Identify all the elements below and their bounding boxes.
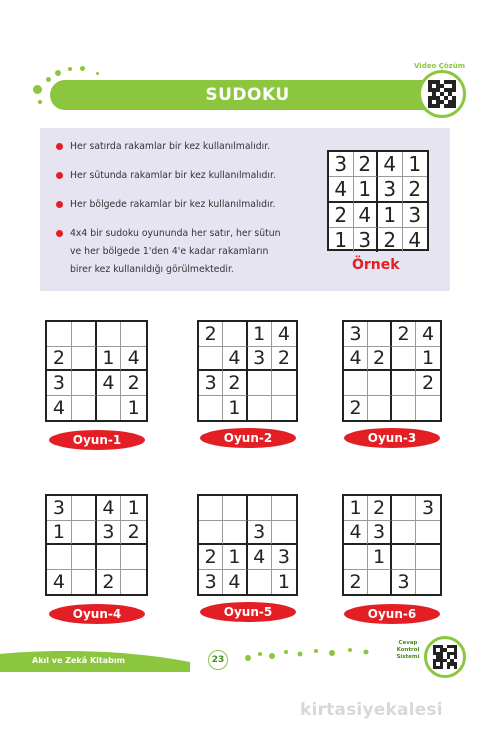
sudoku-cell[interactable] <box>416 521 440 546</box>
sudoku-cell[interactable] <box>344 545 368 570</box>
sudoku-cell[interactable]: 2 <box>344 396 368 421</box>
sudoku-cell[interactable]: 4 <box>248 545 272 570</box>
sudoku-cell[interactable] <box>199 347 223 372</box>
sudoku-cell[interactable]: 3 <box>199 371 223 396</box>
sudoku-cell[interactable] <box>272 496 296 521</box>
sudoku-cell[interactable]: 2 <box>368 496 392 521</box>
sudoku-cell[interactable] <box>416 396 440 421</box>
rule-text: Her satırda rakamlar bir kez kullanılmalıdır. <box>70 141 271 152</box>
sudoku-cell[interactable]: 1 <box>368 545 392 570</box>
sudoku-cell[interactable] <box>72 545 97 570</box>
rule-text: Her sütunda rakamlar bir kez kullanılmalıdır. <box>70 170 276 181</box>
sudoku-cell: 1 <box>354 177 379 203</box>
puzzle-label-1: Oyun-1 <box>49 430 145 450</box>
sudoku-cell[interactable]: 4 <box>223 347 247 372</box>
sudoku-cell[interactable]: 2 <box>392 322 416 347</box>
sudoku-cell[interactable] <box>416 545 440 570</box>
decorative-dot <box>80 66 85 71</box>
puzzle-label-4: Oyun-4 <box>49 604 145 624</box>
sudoku-cell[interactable]: 3 <box>416 496 440 521</box>
sudoku-cell[interactable] <box>72 347 97 372</box>
sudoku-cell[interactable]: 4 <box>223 570 247 595</box>
sudoku-cell[interactable] <box>72 496 97 521</box>
sudoku-cell[interactable] <box>97 396 122 421</box>
sudoku-cell: 2 <box>403 177 428 203</box>
sudoku-cell[interactable]: 2 <box>368 347 392 372</box>
sudoku-grid-6[interactable] <box>342 494 442 596</box>
sudoku-cell[interactable] <box>272 396 296 421</box>
sudoku-cell[interactable]: 3 <box>368 521 392 546</box>
sudoku-cell: 4 <box>354 203 379 228</box>
answer-system-label <box>388 640 428 661</box>
sudoku-cell[interactable]: 1 <box>121 496 146 521</box>
sudoku-cell: 1 <box>329 228 354 252</box>
sudoku-cell[interactable]: 2 <box>199 545 223 570</box>
decorative-dot <box>96 72 99 75</box>
sudoku-cell[interactable] <box>199 496 223 521</box>
rule-text: 4x4 bir sudoku oyununda her satır, her sütun <box>70 228 281 239</box>
bullet-icon <box>56 230 63 237</box>
sudoku-cell[interactable]: 3 <box>47 371 72 396</box>
sudoku-cell[interactable]: 3 <box>344 322 368 347</box>
decorative-dot <box>68 67 72 71</box>
sudoku-cell[interactable] <box>368 371 392 396</box>
sudoku-cell: 2 <box>329 203 354 228</box>
sudoku-grid-5[interactable] <box>197 494 298 596</box>
header-banner <box>50 80 445 110</box>
sudoku-cell[interactable]: 4 <box>344 347 368 372</box>
sudoku-cell[interactable]: 2 <box>344 570 368 595</box>
sudoku-cell[interactable] <box>272 371 296 396</box>
sudoku-cell[interactable]: 3 <box>272 545 296 570</box>
sudoku-cell[interactable] <box>199 396 223 421</box>
sudoku-cell[interactable]: 4 <box>121 347 146 372</box>
rule-text: Her bölgede rakamlar bir kez kullanılmalıdır. <box>70 199 276 210</box>
rule-text: birer kez kullanıldığı görülmektedir. <box>70 264 234 275</box>
sudoku-cell[interactable]: 4 <box>97 496 122 521</box>
sudoku-cell[interactable]: 1 <box>416 347 440 372</box>
answer-system-line: Kontrol <box>396 647 420 653</box>
sudoku-cell: 1 <box>378 203 403 228</box>
sudoku-cell[interactable]: 1 <box>248 322 272 347</box>
sudoku-cell: 3 <box>354 228 379 252</box>
sudoku-cell[interactable]: 3 <box>248 521 272 546</box>
puzzle-label-2: Oyun-2 <box>200 428 296 448</box>
sudoku-cell[interactable]: 1 <box>127 396 140 419</box>
puzzle-label-3: Oyun-3 <box>344 428 440 448</box>
sudoku-cell[interactable] <box>72 322 97 347</box>
sudoku-cell[interactable] <box>121 570 146 595</box>
sudoku-cell[interactable] <box>47 545 72 570</box>
answer-system-line: Cevap <box>398 640 418 646</box>
sudoku-grid-1[interactable] <box>45 320 148 422</box>
sudoku-cell[interactable]: 4 <box>97 371 122 396</box>
sudoku-cell[interactable] <box>248 570 272 595</box>
sudoku-cell[interactable] <box>97 322 122 347</box>
sudoku-cell: 3 <box>329 152 354 177</box>
sudoku-cell[interactable]: 4 <box>416 322 440 347</box>
sudoku-cell[interactable] <box>72 371 97 396</box>
sudoku-cell[interactable] <box>368 322 392 347</box>
bullet-icon <box>56 143 63 150</box>
sudoku-grid-3[interactable] <box>342 320 442 422</box>
sudoku-cell[interactable]: 3 <box>392 570 416 595</box>
sudoku-cell: 3 <box>403 203 428 228</box>
sudoku-cell[interactable] <box>72 396 97 421</box>
sudoku-cell[interactable]: 4 <box>272 322 296 347</box>
puzzle-label-6: Oyun-6 <box>344 604 440 624</box>
qr-code-icon <box>428 80 456 108</box>
sudoku-cell: 4 <box>408 228 422 252</box>
sudoku-cell[interactable] <box>223 521 247 546</box>
sudoku-cell[interactable] <box>392 521 416 546</box>
sudoku-cell[interactable] <box>392 371 416 396</box>
example-sudoku-grid <box>327 150 429 251</box>
sudoku-cell[interactable]: 2 <box>121 371 146 396</box>
sudoku-cell[interactable] <box>416 570 440 595</box>
sudoku-cell[interactable] <box>121 545 146 570</box>
sudoku-cell[interactable]: 2 <box>121 521 146 546</box>
sudoku-grid-2[interactable] <box>197 320 298 422</box>
decorative-dot <box>33 85 42 94</box>
video-qr-badge[interactable] <box>418 70 466 118</box>
sudoku-cell[interactable]: 3 <box>47 496 72 521</box>
sudoku-cell: 2 <box>354 152 379 177</box>
sudoku-cell: 4 <box>329 177 354 203</box>
bullet-icon <box>56 172 63 179</box>
example-label: Örnek <box>352 257 400 273</box>
puzzle-label-5: Oyun-5 <box>200 602 296 622</box>
sudoku-cell[interactable]: 2 <box>272 347 296 372</box>
sudoku-cell[interactable] <box>199 521 223 546</box>
sudoku-grid-4[interactable] <box>45 494 148 596</box>
page-title: SUDOKU <box>205 85 290 105</box>
sudoku-cell[interactable]: 1 <box>97 347 122 372</box>
sudoku-cell[interactable]: 1 <box>223 396 247 421</box>
sudoku-cell[interactable] <box>121 322 146 347</box>
sudoku-cell[interactable]: 4 <box>344 521 368 546</box>
qr-code-icon <box>433 645 457 669</box>
sudoku-cell: 4 <box>378 152 403 177</box>
sudoku-cell[interactable] <box>248 371 272 396</box>
sudoku-cell[interactable]: 1 <box>47 521 72 546</box>
page-number: 23 <box>208 650 228 670</box>
sudoku-cell[interactable] <box>223 496 247 521</box>
sudoku-cell[interactable] <box>272 521 296 546</box>
sudoku-cell[interactable]: 1 <box>223 545 247 570</box>
sudoku-cell[interactable]: 3 <box>97 521 122 546</box>
sudoku-cell[interactable]: 2 <box>223 371 247 396</box>
sudoku-cell[interactable]: 4 <box>47 396 72 421</box>
sudoku-cell[interactable]: 2 <box>97 570 122 595</box>
sudoku-cell[interactable] <box>368 570 392 595</box>
sudoku-cell[interactable]: 1 <box>277 570 290 593</box>
sudoku-cell[interactable]: 2 <box>416 371 440 396</box>
sudoku-cell[interactable]: 3 <box>199 570 223 595</box>
sudoku-cell[interactable] <box>344 371 368 396</box>
sudoku-cell[interactable] <box>223 322 247 347</box>
sudoku-cell[interactable] <box>248 396 272 421</box>
sudoku-cell[interactable] <box>392 396 416 421</box>
sudoku-cell: 3 <box>378 177 403 203</box>
sudoku-cell[interactable]: 4 <box>47 570 72 595</box>
sudoku-cell[interactable]: 1 <box>344 496 368 521</box>
sudoku-cell[interactable]: 2 <box>199 322 223 347</box>
sudoku-cell[interactable] <box>368 396 392 421</box>
sudoku-cell[interactable] <box>72 570 97 595</box>
bullet-icon <box>56 201 63 208</box>
decorative-dot <box>55 70 61 76</box>
sudoku-cell[interactable] <box>392 347 416 372</box>
sudoku-cell[interactable]: 2 <box>47 347 72 372</box>
sudoku-cell: 2 <box>378 228 403 252</box>
sudoku-cell[interactable]: 3 <box>248 347 272 372</box>
book-title: Akıl ve Zekâ Kitabım <box>32 656 125 665</box>
sudoku-cell[interactable] <box>248 496 272 521</box>
sudoku-cell[interactable] <box>392 496 416 521</box>
sudoku-cell[interactable] <box>47 322 72 347</box>
sudoku-cell[interactable] <box>72 521 97 546</box>
video-solution-label: Video Çözüm <box>414 62 465 70</box>
rule-text: ve her bölgede 1'den 4'e kadar rakamların <box>70 246 269 257</box>
sudoku-cell[interactable] <box>97 545 122 570</box>
watermark: kirtasiyekalesi <box>300 700 443 720</box>
sudoku-cell[interactable] <box>392 545 416 570</box>
decorative-dot <box>38 100 42 104</box>
answer-qr-badge[interactable] <box>424 636 466 678</box>
sudoku-cell: 1 <box>403 152 428 177</box>
answer-system-line: Sistemi <box>396 654 420 660</box>
